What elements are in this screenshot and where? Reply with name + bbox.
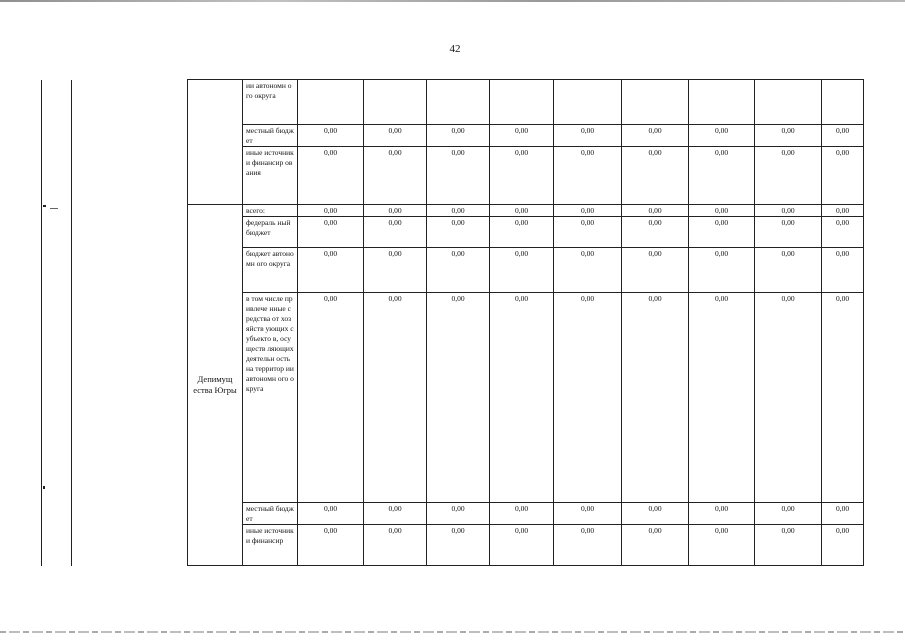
- value-cell: 0,00: [427, 525, 490, 566]
- value-cell: 0,00: [822, 525, 864, 566]
- value-cell: 0,00: [490, 205, 554, 217]
- page-number: 42: [449, 43, 461, 55]
- value-cell: 0,00: [364, 248, 427, 293]
- value-cell: 0,00: [822, 125, 864, 147]
- executor-cell: [188, 80, 243, 205]
- value-cell: 0,00: [298, 503, 364, 525]
- value-cell: 0,00: [755, 147, 822, 205]
- value-cell: [490, 80, 554, 125]
- value-cell: [364, 80, 427, 125]
- value-cell: 0,00: [364, 293, 427, 503]
- table-row: [42, 80, 864, 125]
- value-cell: 0,00: [822, 147, 864, 205]
- funding-source-cell: бюджет автономн ого округа: [243, 248, 298, 293]
- value-cell: 0,00: [622, 125, 689, 147]
- value-cell: 0,00: [490, 125, 554, 147]
- value-cell: 0,00: [364, 205, 427, 217]
- value-cell: 0,00: [554, 525, 622, 566]
- value-cell: 0,00: [364, 217, 427, 248]
- value-cell: [554, 80, 622, 125]
- value-cell: 0,00: [554, 205, 622, 217]
- value-cell: 0,00: [490, 525, 554, 566]
- value-cell: 0,00: [622, 525, 689, 566]
- value-cell: 0,00: [822, 217, 864, 248]
- scan-speck: [50, 208, 58, 209]
- value-cell: 0,00: [554, 217, 622, 248]
- value-cell: 0,00: [622, 217, 689, 248]
- value-cell: 0,00: [689, 217, 755, 248]
- value-cell: 0,00: [689, 525, 755, 566]
- value-cell: 0,00: [689, 293, 755, 503]
- value-cell: 0,00: [490, 217, 554, 248]
- value-cell: 0,00: [364, 503, 427, 525]
- value-cell: 0,00: [822, 293, 864, 503]
- funding-source-cell: местный бюджет: [243, 125, 298, 147]
- value-cell: [755, 80, 822, 125]
- value-cell: 0,00: [755, 205, 822, 217]
- value-cell: 0,00: [554, 503, 622, 525]
- scan-speck: [43, 205, 46, 207]
- value-cell: [622, 80, 689, 125]
- value-cell: 0,00: [622, 503, 689, 525]
- value-cell: 0,00: [427, 248, 490, 293]
- scan-edge-top: [0, 0, 905, 2]
- value-cell: 0,00: [755, 125, 822, 147]
- value-cell: 0,00: [554, 248, 622, 293]
- value-cell: 0,00: [298, 147, 364, 205]
- value-cell: 0,00: [689, 147, 755, 205]
- value-cell: 0,00: [622, 147, 689, 205]
- scan-edge-bottom: [0, 631, 905, 633]
- value-cell: 0,00: [427, 205, 490, 217]
- value-cell: 0,00: [427, 147, 490, 205]
- value-cell: 0,00: [822, 248, 864, 293]
- value-cell: 0,00: [689, 248, 755, 293]
- value-cell: 0,00: [554, 125, 622, 147]
- value-cell: 0,00: [364, 525, 427, 566]
- value-cell: 0,00: [298, 205, 364, 217]
- value-cell: 0,00: [689, 503, 755, 525]
- value-cell: 0,00: [490, 293, 554, 503]
- value-cell: 0,00: [298, 525, 364, 566]
- funding-source-cell: иные источник и финансир: [243, 525, 298, 566]
- value-cell: 0,00: [427, 503, 490, 525]
- value-cell: 0,00: [755, 503, 822, 525]
- value-cell: 0,00: [755, 293, 822, 503]
- funding-source-cell: в том числе привлече нные средства от хозяйств ующих субъекто в, осуществ ляющих деятельн ость на территор ии автономн ого округа: [243, 293, 298, 503]
- value-cell: [427, 80, 490, 125]
- value-cell: 0,00: [298, 293, 364, 503]
- value-cell: 0,00: [689, 205, 755, 217]
- value-cell: 0,00: [755, 525, 822, 566]
- value-cell: 0,00: [490, 503, 554, 525]
- value-cell: 0,00: [427, 217, 490, 248]
- funding-source-cell: иные источник и финансир ования: [243, 147, 298, 205]
- value-cell: [822, 80, 864, 125]
- value-cell: 0,00: [822, 205, 864, 217]
- value-cell: 0,00: [490, 248, 554, 293]
- value-cell: 0,00: [427, 125, 490, 147]
- funding-source-cell: ии автономн ого округа: [243, 80, 298, 125]
- value-cell: 0,00: [755, 217, 822, 248]
- value-cell: 0,00: [554, 147, 622, 205]
- value-cell: [298, 80, 364, 125]
- value-cell: 0,00: [427, 293, 490, 503]
- value-cell: 0,00: [622, 205, 689, 217]
- value-cell: 0,00: [298, 248, 364, 293]
- executor-cell: Депимущ ества Югры: [188, 205, 243, 566]
- value-cell: 0,00: [364, 125, 427, 147]
- value-cell: 0,00: [554, 293, 622, 503]
- value-cell: 0,00: [298, 217, 364, 248]
- value-cell: 0,00: [689, 125, 755, 147]
- value-cell: 0,00: [490, 147, 554, 205]
- value-cell: 0,00: [755, 248, 822, 293]
- value-cell: 0,00: [822, 503, 864, 525]
- budget-table: [41, 79, 864, 566]
- funding-source-cell: федераль ный бюджет: [243, 217, 298, 248]
- funding-source-cell: местный бюджет: [243, 503, 298, 525]
- value-cell: 0,00: [622, 248, 689, 293]
- value-cell: [689, 80, 755, 125]
- table-body: [42, 80, 864, 566]
- scan-speck: [43, 486, 45, 489]
- blank-column-cell: [42, 80, 72, 566]
- value-cell: 0,00: [298, 125, 364, 147]
- funding-source-cell: всего:: [243, 205, 298, 217]
- value-cell: 0,00: [364, 147, 427, 205]
- value-cell: 0,00: [622, 293, 689, 503]
- blank-column-cell: [72, 80, 188, 566]
